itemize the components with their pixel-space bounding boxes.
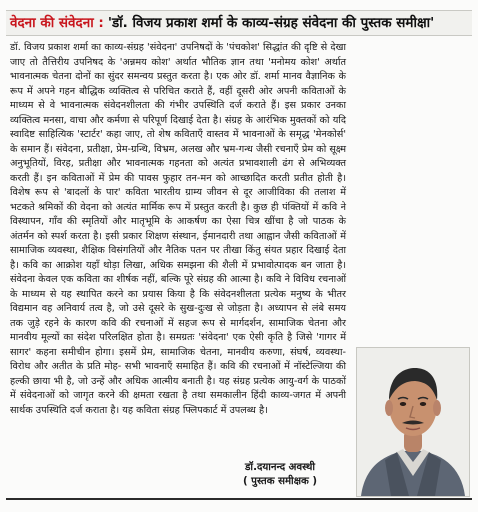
reviewer-role: ( पुस्तक समीक्षक ) — [242, 476, 318, 487]
article-paragraph: डॉ. विजय प्रकाश शर्मा का काव्य-संग्रह 'संवेदना' उपनिषदों के 'पंचकोश' सिद्धांत की दृष्टि से देखा जाए तो तैत्तिरीय उपनिषद के 'अन्नमय कोश' अर्थात भौतिक ज्ञान तथा 'मनोमय कोश' अर्थात भावनात्मक चेतना दोनों का सुंदर समन्वय प्रस्तुत करता है। एक ओर डॉ. शर्मा मानव वैज्ञानिक के रूप में अपने गहन बौद्धिक व्यक्तित्व से परिचित कराते हैं, वहीं दूसरी ओर अपनी कविताओं के माध्यम से वे भावनात्मक संवेदनशीलता की गंभीर उपस्थिति दर्ज कराते हैं। इस प्रकार उनका व्यक्तित्व मनसा, वाचा और कर्मणा से परिपूर्ण दिखाई देता है। संग्रह के आरंभिक मुक्तकों को यदि स्वादिष्ट साहित्यिक 'स्टार्टर' कहा जाए, तो शेष कविताएँ वास्तव में भावनाओं के समृद्ध 'मेनकोर्स' के समान हैं। संवेदना, प्रतीक्षा, प्रेम-ग्रन्थि, विभ्रम, अलख और भ्रम-गन्ध जैसी रचनाएँ प्रेम को सूक्ष्म अनुभूतियों, विरह, प्रतीक्षा और भावनात्मक गहनता को अत्यंत प्रभावशाली ढंग से अभिव्यक्त करती हैं। इन कविताओं में प्रेम की पावस फुहार तन-मन को आच्छादित करती प्रतीत होती है। विशेष रूप से 'बादलों के पार' कविता भारतीय ग्राम्य जीवन से दूर आजीविका की तलाश में भटकते श्रमिकों की वेदना को अत्यंत मार्मिक रूप में प्रस्तुत करती है। कुछ ही पंक्तियों में कवि ने विस्थापन, गाँव की स्मृतियों और मातृभूमि के आकर्षण का ऐसा चित्र खींचा है जो पाठक के अंतर्मन को स्पर्श करता है। इसी प्रकार शिक्षण संस्थान, ईमानदारी तथा आह्वान जैसी कविताओं में सामाजिक व्यवस्था, शैक्षिक विसंगतियों और नैतिक पतन पर तीखा किंतु संयत प्रहार दिखाई देता है। कवि का आक्रोश यहाँ थोड़ा लिखा, अधिक समझना की शैली में प्रभावोत्पादक बन जाता है। संवेदना केवल एक कविता का शीर्षक नहीं, बल्कि पूरे संग्रह की आत्मा है। कवि ने विविध रचनाओं के माध्यम से यह स्थापित करने का प्रयास किया है कि संवेदनशीलता प्रत्येक मनुष्य के भीतर विद्यमान वह अनिवार्य तत्व है, जो उसे दूसरे के सुख-दुःख से जोड़ता है। अध्यापन से लंबे समय तक जुड़े रहने के कारण कवि की रचनाओं में सहज रूप से मार्गदर्शन, सामाजिक चेतना और मानवीय मूल्यों का संदेश परिलक्षित होता है। समग्रतः 'संवेदना' एक ऐसी कृति है जिसे 'गागर में सागर' कहना समीचीन होगा। इसमें प्रेम, सामाजिक चेतना, मानवीय करुणा, संघर्ष, व्यवस्था-विरोध और अतीत के प्रति मोह- सभी भावनाएँ समाहित हैं। कवि की रचनाओं में नॉस्टेल्जिया की हल्की छाया भी है, जो उन्हें और अधिक आत्मीय बनाती है। यह संग्रह प्रत्येक आयु-वर्ग के पाठकों में संवेदनाओं को जागृत करने की क्षमता रखता है तथा समकालीन हिंदी काव्य-जगत में अपनी सार्थक उपस्थिति दर्ज कराता है। यह कविता संग्रह फ्लिपकार्ट में उपलब्ध है। — [10, 42, 346, 416]
reviewer-portrait-photo — [356, 347, 470, 497]
headline-kicker: वेदना की संवेदना : — [10, 15, 104, 31]
headline-title: 'डॉ. विजय प्रकाश शर्मा के काव्य-संग्रह संवेदना की पुस्तक समीक्षा' — [107, 15, 435, 31]
reviewer-name: डॉ.दयानन्द अवस्थी — [244, 462, 316, 473]
portrait-illustration — [357, 348, 469, 496]
reviewer-caption — [206, 461, 354, 489]
headline — [6, 10, 472, 36]
bottom-rule — [6, 498, 472, 500]
